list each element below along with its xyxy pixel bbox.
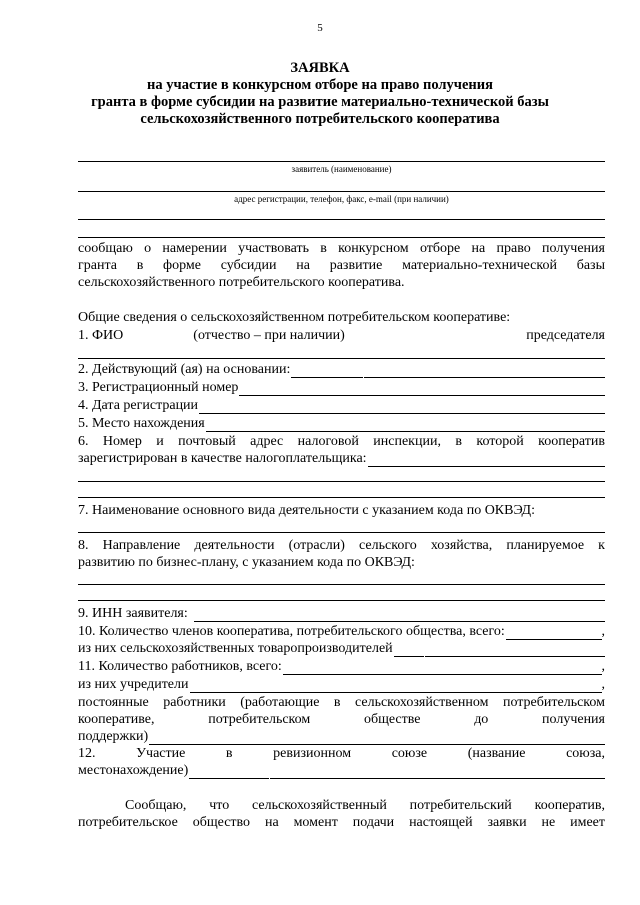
title-line-1: ЗАЯВКА xyxy=(290,60,350,76)
item-2-field-b[interactable] xyxy=(364,365,605,378)
item-3 xyxy=(78,379,605,396)
item-10-sub-label: из них сельскохозяйственных товаропроизводителей xyxy=(78,641,393,656)
item-5-label: 5. Место нахождения xyxy=(78,416,205,431)
applicant-line[interactable] xyxy=(78,161,605,162)
item-12-line-1: 12. Участие в ревизионном союзе (название союза, xyxy=(78,746,605,761)
intro-line-3: сельскохозяйственного потребительского кооператива. xyxy=(78,275,405,290)
item-1-note: (отчество – при наличии) xyxy=(193,328,345,343)
item-9-field[interactable] xyxy=(194,609,605,622)
item-10-sub-field-b[interactable] xyxy=(425,644,605,657)
item-10-line-2 xyxy=(78,640,605,657)
item-8-line-2-field[interactable] xyxy=(78,600,605,601)
title-line-3: гранта в форме субсидии на развитие материально-технической базы xyxy=(91,94,549,110)
address-line[interactable] xyxy=(78,191,605,192)
item-12-label: местонахождение) xyxy=(78,763,189,778)
item-7-line[interactable] xyxy=(78,532,605,533)
item-10-line-1: 10. Количество членов кооператива, потребительского общества, всего: , xyxy=(78,624,605,639)
title-line-2: на участие в конкурсном отборе на право получения xyxy=(147,77,493,93)
item-11-label: 11. Количество работников, всего: xyxy=(78,659,282,674)
item-8-line-1: 8. Направление деятельности (отрасли) сельского хозяйства, планируемое к xyxy=(78,538,605,553)
item-11-staff-field[interactable] xyxy=(149,732,605,745)
item-2-label: 2. Действующий (ая) на основании: xyxy=(78,362,291,377)
item-1-role: председателя xyxy=(526,328,605,343)
item-7: 7. Наименование основного вида деятельности с указанием кода по ОКВЭД: xyxy=(78,503,535,518)
address-line-2[interactable] xyxy=(78,219,605,220)
item-6-label: зарегистрирован в качестве налогоплательщика: xyxy=(78,451,367,466)
item-6-line-2 xyxy=(78,450,605,467)
title-line-4: сельскохозяйственного потребительского кооператива xyxy=(140,111,500,127)
fio-line[interactable] xyxy=(78,358,605,359)
general-heading: Общие сведения о сельскохозяйственном потребительском кооперативе: xyxy=(78,310,511,325)
item-6-line-extra[interactable] xyxy=(78,481,605,482)
item-11-line-2: из них учредители , xyxy=(78,677,605,692)
item-3-label: 3. Регистрационный номер xyxy=(78,380,239,395)
intro-line-2: гранта в форме субсидии на развитие материально-технической базы xyxy=(78,258,605,273)
item-9 xyxy=(78,605,605,622)
item-6-field[interactable] xyxy=(368,454,605,467)
item-11-founders-label: из них учредители xyxy=(78,677,189,692)
item-11-staff-label: поддержки) xyxy=(78,729,149,744)
item-11-field[interactable] xyxy=(283,662,602,675)
item-10-label: 10. Количество членов кооператива, потребительского общества, всего: xyxy=(78,624,505,639)
intro-line-1: сообщаю о намерении участвовать в конкурсном отборе на право получения xyxy=(78,241,605,256)
item-1 xyxy=(78,327,605,344)
item-10-field[interactable] xyxy=(506,627,602,640)
item-2 xyxy=(78,361,605,378)
item-6-line-extra-2[interactable] xyxy=(78,497,605,498)
item-11-founders-field[interactable] xyxy=(190,680,602,693)
item-8-line-2: развитию по бизнес-плану, с указанием кода по ОКВЭД: xyxy=(78,555,415,570)
item-2-field-a[interactable] xyxy=(291,365,363,378)
item-11-line-4: кооперативе, потребительском обществе до получения xyxy=(78,712,605,727)
item-10-sub-field-a[interactable] xyxy=(394,644,424,657)
applicant-caption: заявитель (наименование) xyxy=(291,164,392,174)
item-4-field[interactable] xyxy=(199,401,605,414)
item-3-field[interactable] xyxy=(239,383,605,396)
item-8-line[interactable] xyxy=(78,584,605,585)
document-title xyxy=(0,60,640,128)
item-11-line-1: 11. Количество работников, всего: , xyxy=(78,659,605,674)
closing-line-1: Сообщаю, что сельскохозяйственный потребительский кооператив, xyxy=(125,798,605,813)
address-caption: адрес регистрации, телефон, факс, e-mail (при наличии) xyxy=(234,194,449,204)
item-12-line-2 xyxy=(78,762,605,779)
item-12-field-b[interactable] xyxy=(270,766,605,779)
item-5 xyxy=(78,415,605,432)
item-12-field-a[interactable] xyxy=(189,766,269,779)
address-line-3[interactable] xyxy=(78,237,605,238)
item-1-label: 1. ФИО xyxy=(78,328,124,343)
item-6-line-1: 6. Номер и почтовый адрес налоговой инспекции, в которой кооператив xyxy=(78,434,605,449)
closing-line-2: потребительское общество на момент подачи настоящей заявки не имеет xyxy=(78,815,605,830)
item-9-label: 9. ИНН заявителя: xyxy=(78,606,188,621)
item-11-line-3: постоянные работники (работающие в сельскохозяйственном потребительском xyxy=(78,695,605,710)
item-4-label: 4. Дата регистрации xyxy=(78,398,199,413)
item-11-line-5 xyxy=(78,728,605,745)
item-4 xyxy=(78,397,605,414)
page-number: 5 xyxy=(317,22,323,34)
item-5-field[interactable] xyxy=(206,419,605,432)
